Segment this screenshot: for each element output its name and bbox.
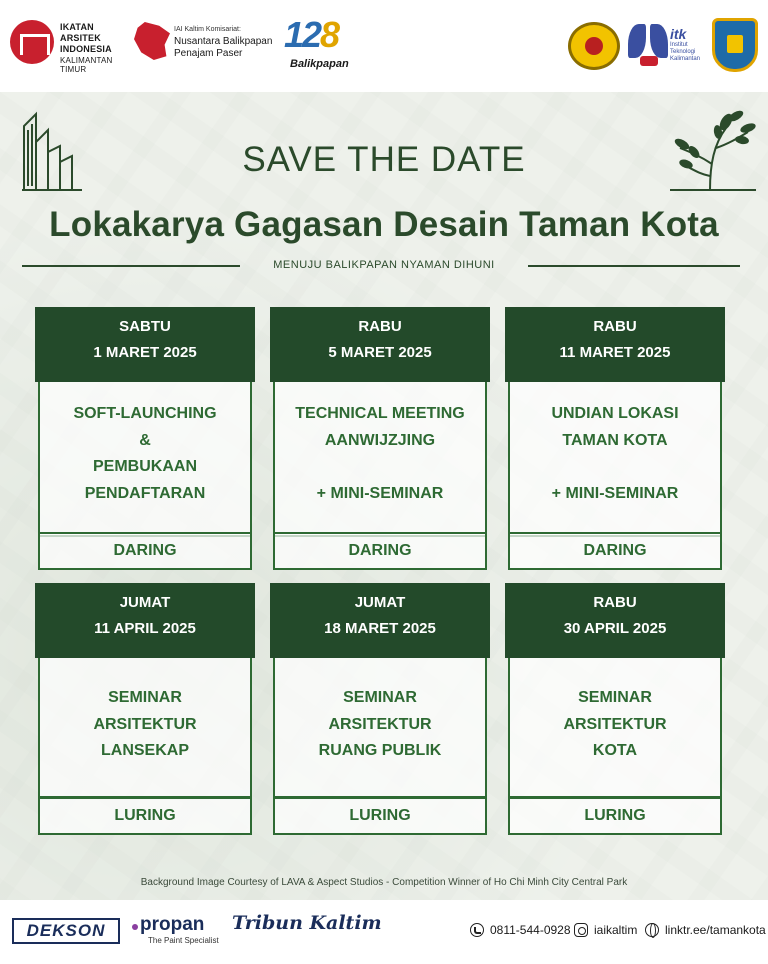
event-card bbox=[270, 583, 490, 837]
event-day: JUMAT bbox=[354, 594, 406, 611]
iai-line1: IKATAN bbox=[60, 22, 94, 32]
tribun-kaltim-logo bbox=[232, 912, 382, 934]
header-logos bbox=[0, 0, 768, 92]
anniversary-city: Balikpapan bbox=[290, 58, 349, 70]
propan-tagline: The Paint Specialist bbox=[148, 936, 219, 945]
propan-name: propan bbox=[140, 914, 205, 935]
propan-dot-icon bbox=[132, 924, 138, 930]
globe-icon bbox=[645, 923, 659, 937]
event-description-line: SEMINAR bbox=[343, 689, 417, 706]
event-description-line: TAMAN KOTA bbox=[562, 431, 668, 449]
event-card-header bbox=[35, 583, 255, 658]
balikpapan-city-emblem-logo bbox=[712, 18, 758, 72]
iai-mark-icon bbox=[10, 20, 54, 64]
event-description-line: RUANG PUBLIK bbox=[318, 742, 442, 759]
whatsapp-icon bbox=[470, 923, 484, 937]
event-mode-badge: LURING bbox=[273, 797, 487, 835]
event-subtitle: MENUJU BALIKPAPAN NYAMAN DIHUNI bbox=[273, 259, 495, 271]
event-day: RABU bbox=[593, 318, 637, 335]
subtitle-rule-right bbox=[528, 265, 740, 267]
event-description-line: & bbox=[139, 431, 151, 449]
instagram-icon bbox=[574, 923, 588, 937]
event-date: 1 MARET 2025 bbox=[93, 344, 197, 361]
universitas-balikpapan-logo bbox=[568, 22, 620, 70]
event-day: JUMAT bbox=[119, 594, 171, 611]
event-mode-badge: DARING bbox=[273, 532, 487, 570]
event-description-line: PEMBUKAAN bbox=[93, 458, 197, 475]
background-credit: Background Image Courtesy of LAVA & Aspect Studios - Competition Winner of Ho Chi Minh City Central Park bbox=[140, 877, 628, 888]
event-date: 11 MARET 2025 bbox=[559, 344, 671, 361]
event-description-line: + MINI-SEMINAR bbox=[316, 484, 444, 502]
event-description-line: TECHNICAL MEETING bbox=[295, 405, 465, 422]
event-mode-badge: LURING bbox=[508, 797, 722, 835]
event-description-line: + MINI-SEMINAR bbox=[551, 484, 679, 502]
event-card-header bbox=[505, 307, 725, 382]
iai-kaltim-logo bbox=[10, 18, 138, 74]
website-link[interactable] bbox=[645, 923, 766, 937]
event-description-line: ARSITEKTUR bbox=[93, 715, 197, 733]
event-description-line: UNDIAN LOKASI bbox=[551, 405, 679, 422]
event-mode-badge: DARING bbox=[508, 532, 722, 570]
iai-line4: KALIMANTAN TIMUR bbox=[60, 56, 113, 74]
event-description-line: LANSEKAP bbox=[100, 742, 189, 759]
event-date: 5 MARET 2025 bbox=[328, 344, 432, 361]
event-date: 30 APRIL 2025 bbox=[563, 620, 667, 637]
event-card-header bbox=[35, 307, 255, 382]
propan-logo bbox=[132, 914, 219, 945]
event-day: RABU bbox=[358, 318, 402, 335]
event-description-line: ARSITEKTUR bbox=[328, 715, 432, 733]
event-card-header bbox=[270, 307, 490, 382]
event-title: Lokakarya Gagasan Desain Taman Kota bbox=[49, 205, 719, 244]
phone-number: 0811-544-0928 bbox=[490, 923, 571, 937]
dekson-logo: DEKSON bbox=[12, 918, 120, 944]
iai-line3: INDONESIA bbox=[60, 44, 112, 54]
event-description-line: SOFT-LAUNCHING bbox=[73, 405, 217, 422]
event-card bbox=[505, 307, 725, 572]
event-description-line: KOTA bbox=[592, 742, 638, 759]
itk-logo bbox=[670, 26, 710, 66]
bird-emblem-logo bbox=[628, 18, 670, 70]
website-url: linktr.ee/tamankota bbox=[665, 923, 766, 937]
komisariat-logo bbox=[134, 22, 284, 68]
itk-sub1: Institut bbox=[670, 42, 688, 48]
event-card bbox=[270, 307, 490, 572]
event-mode-badge: DARING bbox=[38, 532, 252, 570]
event-day: RABU bbox=[593, 594, 637, 611]
komisariat-line2: Nusantara Balikpapan bbox=[174, 36, 273, 47]
footer bbox=[0, 900, 768, 964]
instagram-contact[interactable] bbox=[574, 923, 637, 937]
event-description-line: ARSITEKTUR bbox=[563, 715, 667, 733]
event-date: 11 APRIL 2025 bbox=[94, 620, 196, 637]
event-day: SABTU bbox=[119, 318, 171, 335]
event-card-header bbox=[270, 583, 490, 658]
event-date: 18 MARET 2025 bbox=[324, 620, 436, 637]
instagram-handle: iaikaltim bbox=[594, 923, 638, 937]
save-the-date-heading: SAVE THE DATE bbox=[242, 140, 526, 179]
tribun-name: Tribun Kaltim bbox=[232, 912, 382, 934]
event-mode-badge: LURING bbox=[38, 797, 252, 835]
event-card bbox=[35, 307, 255, 572]
anniversary-number-b: 8 bbox=[320, 14, 339, 55]
komisariat-line1: IAI Kaltim Komisariat: bbox=[174, 26, 241, 33]
event-description-line: AANWIJZJING bbox=[324, 431, 436, 449]
itk-name: itk bbox=[670, 26, 687, 42]
komisariat-line3: Penajam Paser bbox=[174, 48, 243, 59]
itk-sub2: Teknologi bbox=[670, 49, 696, 55]
itk-sub3: Kalimantan bbox=[670, 56, 701, 62]
iai-line2: ARSITEK bbox=[60, 33, 101, 43]
phone-contact[interactable] bbox=[470, 923, 571, 937]
event-description-line: PENDAFTARAN bbox=[84, 484, 206, 502]
kalimantan-map-icon bbox=[134, 22, 170, 60]
anniversary-number-a: 12 bbox=[284, 14, 321, 55]
balikpapan-anniversary-logo bbox=[284, 14, 354, 74]
event-card bbox=[35, 583, 255, 837]
event-card bbox=[505, 583, 725, 837]
event-description-line: SEMINAR bbox=[108, 689, 182, 706]
event-description-line: SEMINAR bbox=[578, 689, 652, 706]
event-card-header bbox=[505, 583, 725, 658]
